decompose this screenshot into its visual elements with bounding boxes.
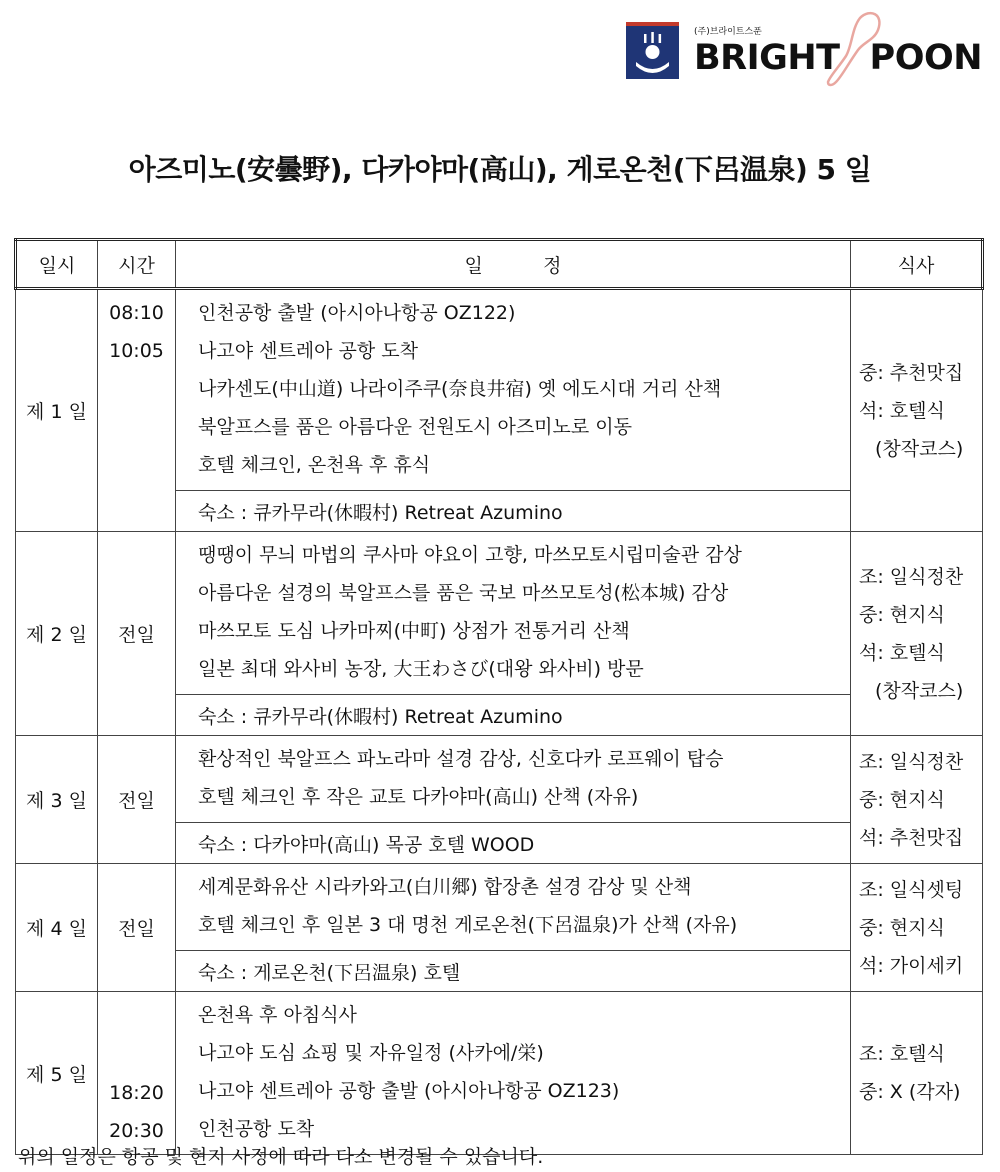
meal-line: 석: 추천맛집	[859, 826, 964, 849]
meal-cell	[851, 992, 983, 1155]
table-row	[16, 532, 983, 695]
schedule-line: 땡땡이 무늬 마법의 쿠사마 야요이 고향, 마쓰모토시립미술관 감상	[198, 544, 742, 566]
table-row	[16, 864, 983, 951]
table-header-row	[16, 240, 983, 289]
schedule-cell	[176, 532, 851, 695]
meal-line: 중: 현지식	[859, 916, 945, 939]
day-cell: 제 1 일	[16, 289, 98, 532]
logo-company-korean: (주)브라이트스푼	[694, 27, 762, 37]
schedule-line: 호텔 체크인 후 일본 3 대 명천 게로온천(下呂温泉)가 산책 (자유)	[198, 914, 738, 936]
meal-line: (창작코스)	[875, 437, 964, 460]
meal-line: 중: 현지식	[859, 788, 945, 811]
schedule-line: 북알프스를 품은 아름다운 전원도시 아즈미노로 이동	[198, 416, 632, 438]
meal-cell	[851, 532, 983, 736]
time-cell: 전일	[98, 532, 176, 736]
logo-word-right: POON	[869, 38, 982, 78]
meal-line: 조: 일식셋팅	[859, 878, 964, 901]
schedule-line: 온천욕 후 아침식사	[198, 1004, 357, 1026]
time-value: 20:30	[109, 1120, 164, 1142]
time-value: 10:05	[109, 340, 164, 362]
schedule-line: 인천공항 도착	[198, 1118, 315, 1140]
schedule-line: 세계문화유산 시라카와고(白川郷) 합장촌 설경 감상 및 산책	[198, 876, 692, 898]
time-value: 08:10	[109, 302, 164, 324]
meal-line: 조: 호텔식	[859, 1043, 945, 1065]
lodging-cell: 숙소 : 큐카무라(休暇村) Retreat Azumino	[176, 491, 851, 532]
footnote: 위의 일정은 항공 및 현지 사정에 따라 다소 변경될 수 있습니다.	[18, 1146, 544, 1168]
meal-line: 중: X (각자)	[859, 1081, 961, 1103]
header-time: 시간	[98, 240, 176, 289]
time-cell: 전일	[98, 864, 176, 992]
logo-word-left: BRIGHT	[694, 38, 840, 78]
logo-emblem-icon	[626, 22, 679, 79]
table-row	[16, 289, 983, 491]
schedule-cell	[176, 736, 851, 823]
company-logo	[622, 10, 982, 85]
schedule-line: 인천공항 출발 (아시아나항공 OZ122)	[198, 302, 516, 324]
table-row	[16, 992, 983, 1155]
time-cell: 전일	[98, 736, 176, 864]
lodging-cell: 숙소 : 다카야마(高山) 목공 호텔 WOOD	[176, 823, 851, 864]
schedule-line: 아름다운 설경의 북알프스를 품은 국보 마쓰모토성(松本城) 감상	[198, 582, 729, 604]
table-row	[16, 736, 983, 823]
meal-cell	[851, 289, 983, 532]
time-cell	[98, 289, 176, 532]
meal-line: 석: 호텔식	[859, 641, 945, 664]
day-cell: 제 4 일	[16, 864, 98, 992]
header-day: 일시	[16, 240, 98, 289]
schedule-line: 호텔 체크인, 온천욕 후 휴식	[198, 454, 431, 476]
schedule-cell	[176, 992, 851, 1155]
meal-line: 조: 일식정찬	[859, 750, 964, 773]
schedule-line: 나고야 센트레아 공항 출발 (아시아나항공 OZ123)	[198, 1080, 620, 1102]
lodging-cell: 숙소 : 게로온천(下呂温泉) 호텔	[176, 951, 851, 992]
day-cell: 제 3 일	[16, 736, 98, 864]
day-cell: 제 5 일	[16, 992, 98, 1155]
schedule-line: 호텔 체크인 후 작은 교토 다카야마(高山) 산책 (자유)	[198, 786, 639, 808]
meal-line: 조: 일식정찬	[859, 565, 964, 588]
schedule-cell	[176, 289, 851, 491]
header-meal: 식사	[851, 240, 983, 289]
schedule-line: 일본 최대 와사비 농장, 大王わさび(대왕 와사비) 방문	[198, 658, 644, 680]
lodging-cell: 숙소 : 큐카무라(休暇村) Retreat Azumino	[176, 695, 851, 736]
meal-cell	[851, 864, 983, 992]
header-schedule: 일 정	[176, 240, 851, 289]
meal-line: (창작코스)	[875, 679, 964, 702]
schedule-line: 나고야 도심 쇼핑 및 자유일정 (사카에/栄)	[198, 1042, 544, 1064]
time-value: 18:20	[109, 1082, 164, 1104]
schedule-line: 마쓰모토 도심 나카마찌(中町) 상점가 전통거리 산책	[198, 620, 630, 642]
meal-line: 중: 추천맛집	[859, 361, 964, 384]
itinerary-table	[14, 238, 984, 1155]
schedule-line: 나카센도(中山道) 나라이주쿠(奈良井宿) 옛 에도시대 거리 산책	[198, 378, 722, 400]
meal-line: 중: 현지식	[859, 603, 945, 626]
time-cell	[98, 992, 176, 1155]
meal-line: 석: 가이세키	[859, 954, 964, 977]
schedule-line: 환상적인 북알프스 파노라마 설경 감상, 신호다카 로프웨이 탑승	[198, 748, 724, 770]
schedule-cell	[176, 864, 851, 951]
page-title: 아즈미노(安曇野), 다카야마(高山), 게로온천(下呂温泉) 5 일	[128, 153, 872, 186]
meal-cell	[851, 736, 983, 864]
schedule-line: 나고야 센트레아 공항 도착	[198, 340, 419, 362]
meal-line: 석: 호텔식	[859, 399, 945, 422]
spoon-icon	[798, 10, 898, 90]
day-cell: 제 2 일	[16, 532, 98, 736]
